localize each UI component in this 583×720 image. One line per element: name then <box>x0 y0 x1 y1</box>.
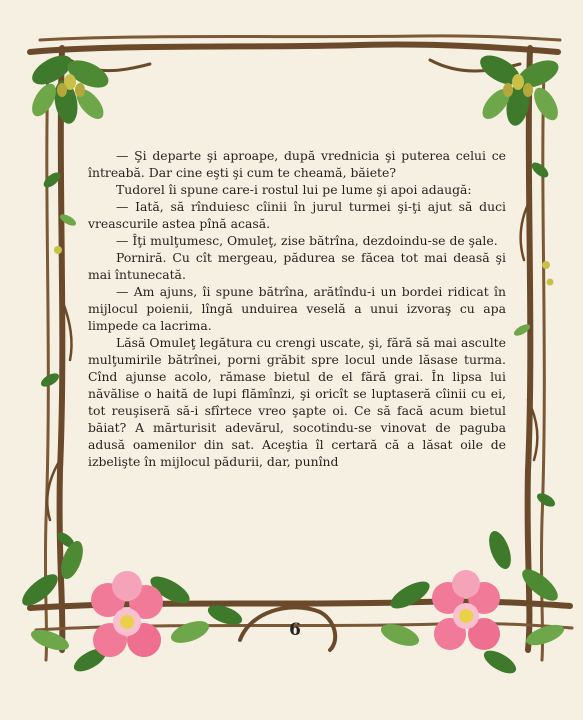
paragraph: Lăsă Omuleţ legătura cu crengi uscate, şi, fără să mai asculte mulţumirile bătrînei, porni grăbit spre locul unde lăsase turma. Cînd ajunse acolo, rămase bietul de el fără grai. În lipsa lui năvălise o haită de lupi flămînzi, şi oricît se luptaseră cîinii cu ei, tot reuşiseră să-i sfîrtece vreo şapte oi. Ce să facă acum bietul băiat? A mărturisit adevărul, socotindu-se vinovat de paguba adusă oamenilor din sat. Aceştia îl certară că a lăsat oile de izbelişte în mijlocul pădurii, dar, punînd <box>88 335 506 469</box>
right-branch <box>521 48 545 660</box>
paragraph: — Am ajuns, îi spune bătrîna, arătîndu-i un bordei ridicat în mijlocul poienii, lîngă unduirea veselă a unui izvoraş cu apa limpede ca lacrima. <box>88 284 506 333</box>
page-number: 6 <box>289 620 301 640</box>
wild-rose-right-icon <box>432 570 500 650</box>
paragraph: Tudorel îi spune care-i rostul lui pe lume şi apoi adaugă: <box>116 182 472 197</box>
story-text <box>88 147 506 470</box>
paragraph: — Şi departe şi aproape, după vrednicia şi puterea celui ce întreabă. Dar cine eşti şi cum te cheamă, băiete? <box>88 148 506 180</box>
oak-corner-top-left-icon <box>27 49 112 125</box>
top-branch <box>30 36 560 71</box>
oak-corner-top-right-icon <box>475 49 562 127</box>
paragraph: Porniră. Cu cît mergeau, pădurea se făcea tot mai deasă şi mai întunecată. <box>88 250 506 282</box>
paragraph: — Iată, să rînduiesc cîinii în jurul turmei şi-ţi ajut să duci vreascurile astea pînă acasă. <box>88 199 506 231</box>
paragraph: — Îţi mulţumesc, Omuleţ, zise bătrîna, dezdoindu-se de şale. <box>116 233 498 248</box>
